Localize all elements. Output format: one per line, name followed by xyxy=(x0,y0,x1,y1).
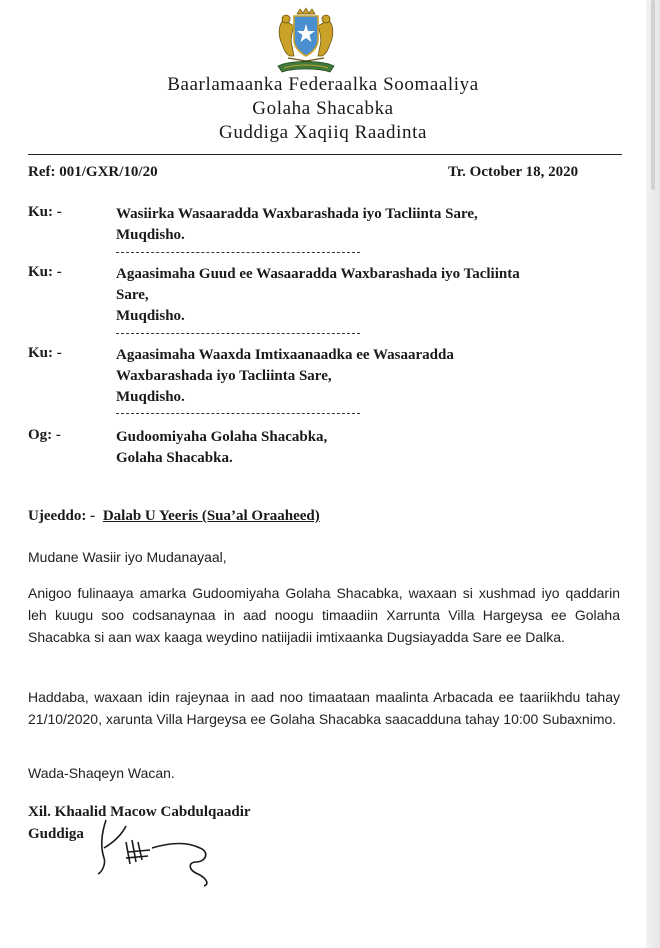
recipient-line: Agaasimaha Guud ee Wasaaradda Waxbarashada iyo Tacliinta xyxy=(116,266,520,282)
body-paragraph-1: Anigoo fulinaaya amarka Gudoomiyaha Golaha Shacabka, waxaan si xushmad iyo qaddarin leh kuugu soo codsanaynaa in aad noogu timaadiin Xarrunta Villa Hargeysa ee Golaha Shacabka si aan wax kaaga weydino natiijadii imtixaanka Dugsiayadda Sare ee Dalka. xyxy=(28,585,620,645)
subject-label: Ujeeddo: - xyxy=(28,508,96,524)
letter-date: Tr. October 18, 2020 xyxy=(448,164,579,180)
recipient-line: Muqdisho. xyxy=(116,227,185,243)
header-committee-name: Guddiga Xaqiiq Raadinta xyxy=(219,122,427,143)
header-divider xyxy=(28,154,622,155)
scrollbar-thumb[interactable] xyxy=(651,0,655,190)
recipient-label: Ku: - xyxy=(28,204,62,220)
signatory-role: Guddiga xyxy=(28,826,84,842)
recipient-line: Muqdisho. xyxy=(116,389,185,405)
reference-number: Ref: 001/GXR/10/20 xyxy=(28,164,158,180)
recipient-line: Wasiirka Wasaaradda Waxbarashada iyo Tacliinta Sare, xyxy=(116,206,478,222)
recipient-line: Agaasimaha Waaxda Imtixaanaadka ee Wasaaradda xyxy=(116,347,454,363)
coat-of-arms-emblem xyxy=(270,6,342,76)
recipient-label: Ku: - xyxy=(28,264,62,280)
recipient-address xyxy=(116,204,478,246)
subject-line xyxy=(28,508,320,525)
dashed-separator xyxy=(116,413,360,414)
salutation: Mudane Wasiir iyo Mudanayaal, xyxy=(28,549,227,565)
closing-line: Wada-Shaqeyn Wacan. xyxy=(28,765,175,781)
cc-line: Golaha Shacabka. xyxy=(116,450,233,466)
recipient-address xyxy=(116,345,454,408)
recipient-line: Sare, xyxy=(116,287,149,303)
recipient-line: Waxbarashada iyo Tacliinta Sare, xyxy=(116,368,332,384)
recipient-label: Ku: - xyxy=(28,345,62,361)
header-parliament-name: Baarlamaanka Federaalka Soomaaliya xyxy=(167,74,479,95)
cc-label: Og: - xyxy=(28,427,61,443)
handwritten-signature xyxy=(92,812,232,888)
header-house-name: Golaha Shacabka xyxy=(252,98,394,119)
signatory-name: Xil. Khaalid Macow Cabdulqaadir xyxy=(28,804,251,820)
dashed-separator xyxy=(116,252,360,253)
scrollbar-track[interactable] xyxy=(646,0,660,948)
cc-address xyxy=(116,427,327,469)
dashed-separator xyxy=(116,333,360,334)
recipient-line: Muqdisho. xyxy=(116,308,185,324)
body-paragraph-2: Haddaba, waxaan idin rajeynaa in aad noo timaataan maalinta Arbacada ee taariikhdu tahay 21/10/2020, xarunta Villa Hargeysa ee Golaha Shacabka saacadduna tahay 10:00 Subaxnimo. xyxy=(28,689,620,727)
cc-line: Gudoomiyaha Golaha Shacabka, xyxy=(116,429,328,445)
recipient-address xyxy=(116,264,520,327)
subject-title: Dalab U Yeeris (Sua’al Oraaheed) xyxy=(102,508,320,524)
